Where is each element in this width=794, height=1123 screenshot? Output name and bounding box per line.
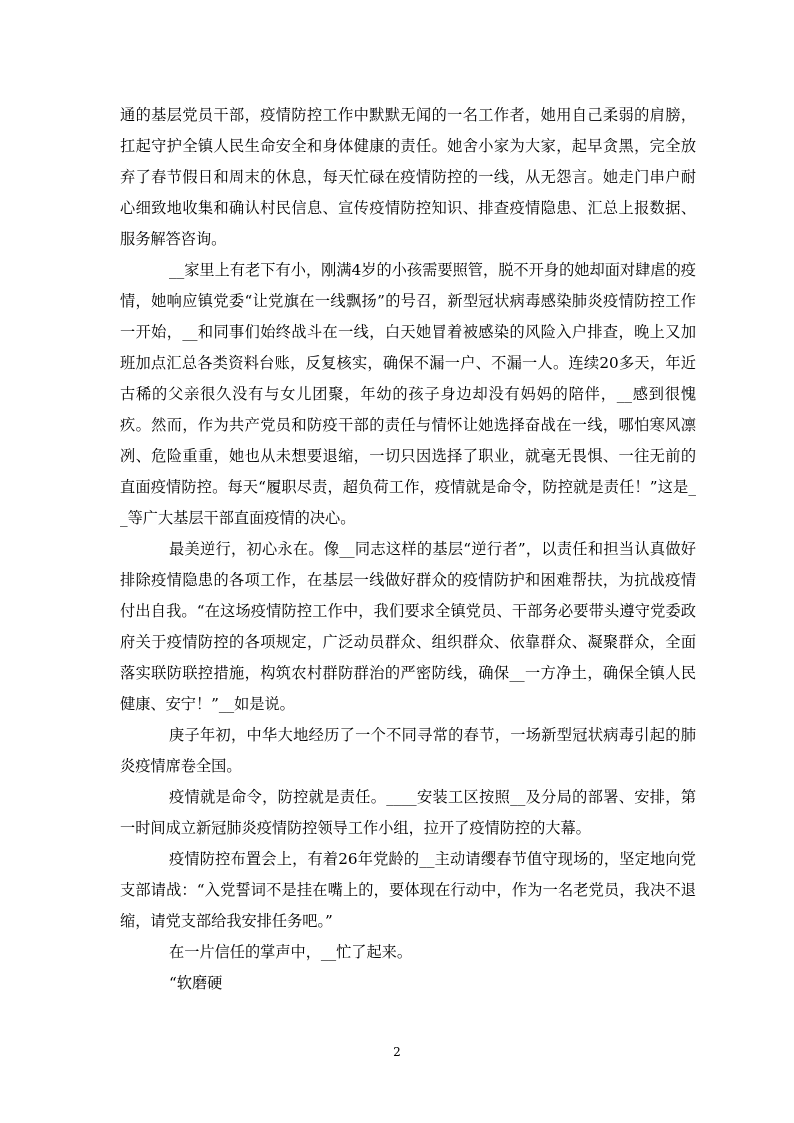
document-body	[120, 100, 696, 999]
paragraph: “软磨硬	[169, 974, 223, 992]
paragraph: 最美逆行，初心永在。像__同志这样的基层“逆行者”，以责任和担当认真做好排除疫情隐患的各项工作，在基层一线做好群众的疫情防护和困难帮扶，为抗战疫情付出自我。“在这场疫情防控工作中，我们要求全镇党员、干部务必要带头遵守党委政府关于疫情防控的各项规定，广泛动员群众、组织群众、依靠群众、凝聚群众，全面落实联防联控措施，构筑农村群防群治的严密防线，确保__一方净土，确保全镇人民健康、安宁！”__如是说。	[120, 540, 696, 713]
paragraph: 在一片信任的掌声中，__忙了起来。	[169, 943, 412, 961]
page-number: 2	[393, 1045, 401, 1059]
paragraph: __家里上有老下有小，刚满4岁的小孩需要照管，脱不开身的她却面对肆虐的疫情，她响应镇党委“让党旗在一线飘扬”的号召，新型冠状病毒感染肺炎疫情防控工作一开始，__和同事们始终战斗在一线，白天她冒着被感染的风险入户排查，晚上又加班加点汇总各类资料台账，反复核实，确保不漏一户、不漏一人。连续20多天，年近古稀的父亲很久没有与女儿团聚，年幼的孩子身边却没有妈妈的陪伴，__感到很愧疚。然而，作为共产党员和防疫干部的责任与情怀让她选择奋战在一线，哪怕寒风凛冽、危险重重，她也从未想要退缩，一切只因选择了职业，就毫无畏惧、一往无前的直面疫情防控。每天“履职尽责，超负荷工作，疫情就是命令，防控就是责任！”这是__等广大基层干部直面疫情的决心。	[120, 261, 696, 527]
paragraph: 疫情就是命令，防控就是责任。____安装工区按照__及分局的部署、安排，第一时间成立新冠肺炎疫情防控领导工作小组，拉开了疫情防控的大幕。	[120, 788, 696, 837]
paragraph-continued: 通的基层党员干部，疫情防控工作中默默无闻的一名工作者，她用自己柔弱的肩膀，扛起守护全镇人民生命安全和身体健康的责任。她舍小家为大家，起早贪黑，完全放弃了春节假日和周末的休息，每天忙碌在疫情防控的一线，从无怨言。她走门串户耐心细致地收集和确认村民信息、宣传疫情防控知识、排查疫情隐患、汇总上报数据、服务解答咨询。	[120, 106, 696, 248]
paragraph: 疫情防控布置会上，有着26年党龄的__主动请缨春节值守现场的，坚定地向党支部请战：“入党誓词不是挂在嘴上的，要体现在行动中，作为一名老党员，我决不退缩，请党支部给我安排任务吧。”	[120, 850, 696, 930]
paragraph: 庚子年初，中华大地经历了一个不同寻常的春节，一场新型冠状病毒引起的肺炎疫情席卷全国。	[120, 726, 696, 775]
